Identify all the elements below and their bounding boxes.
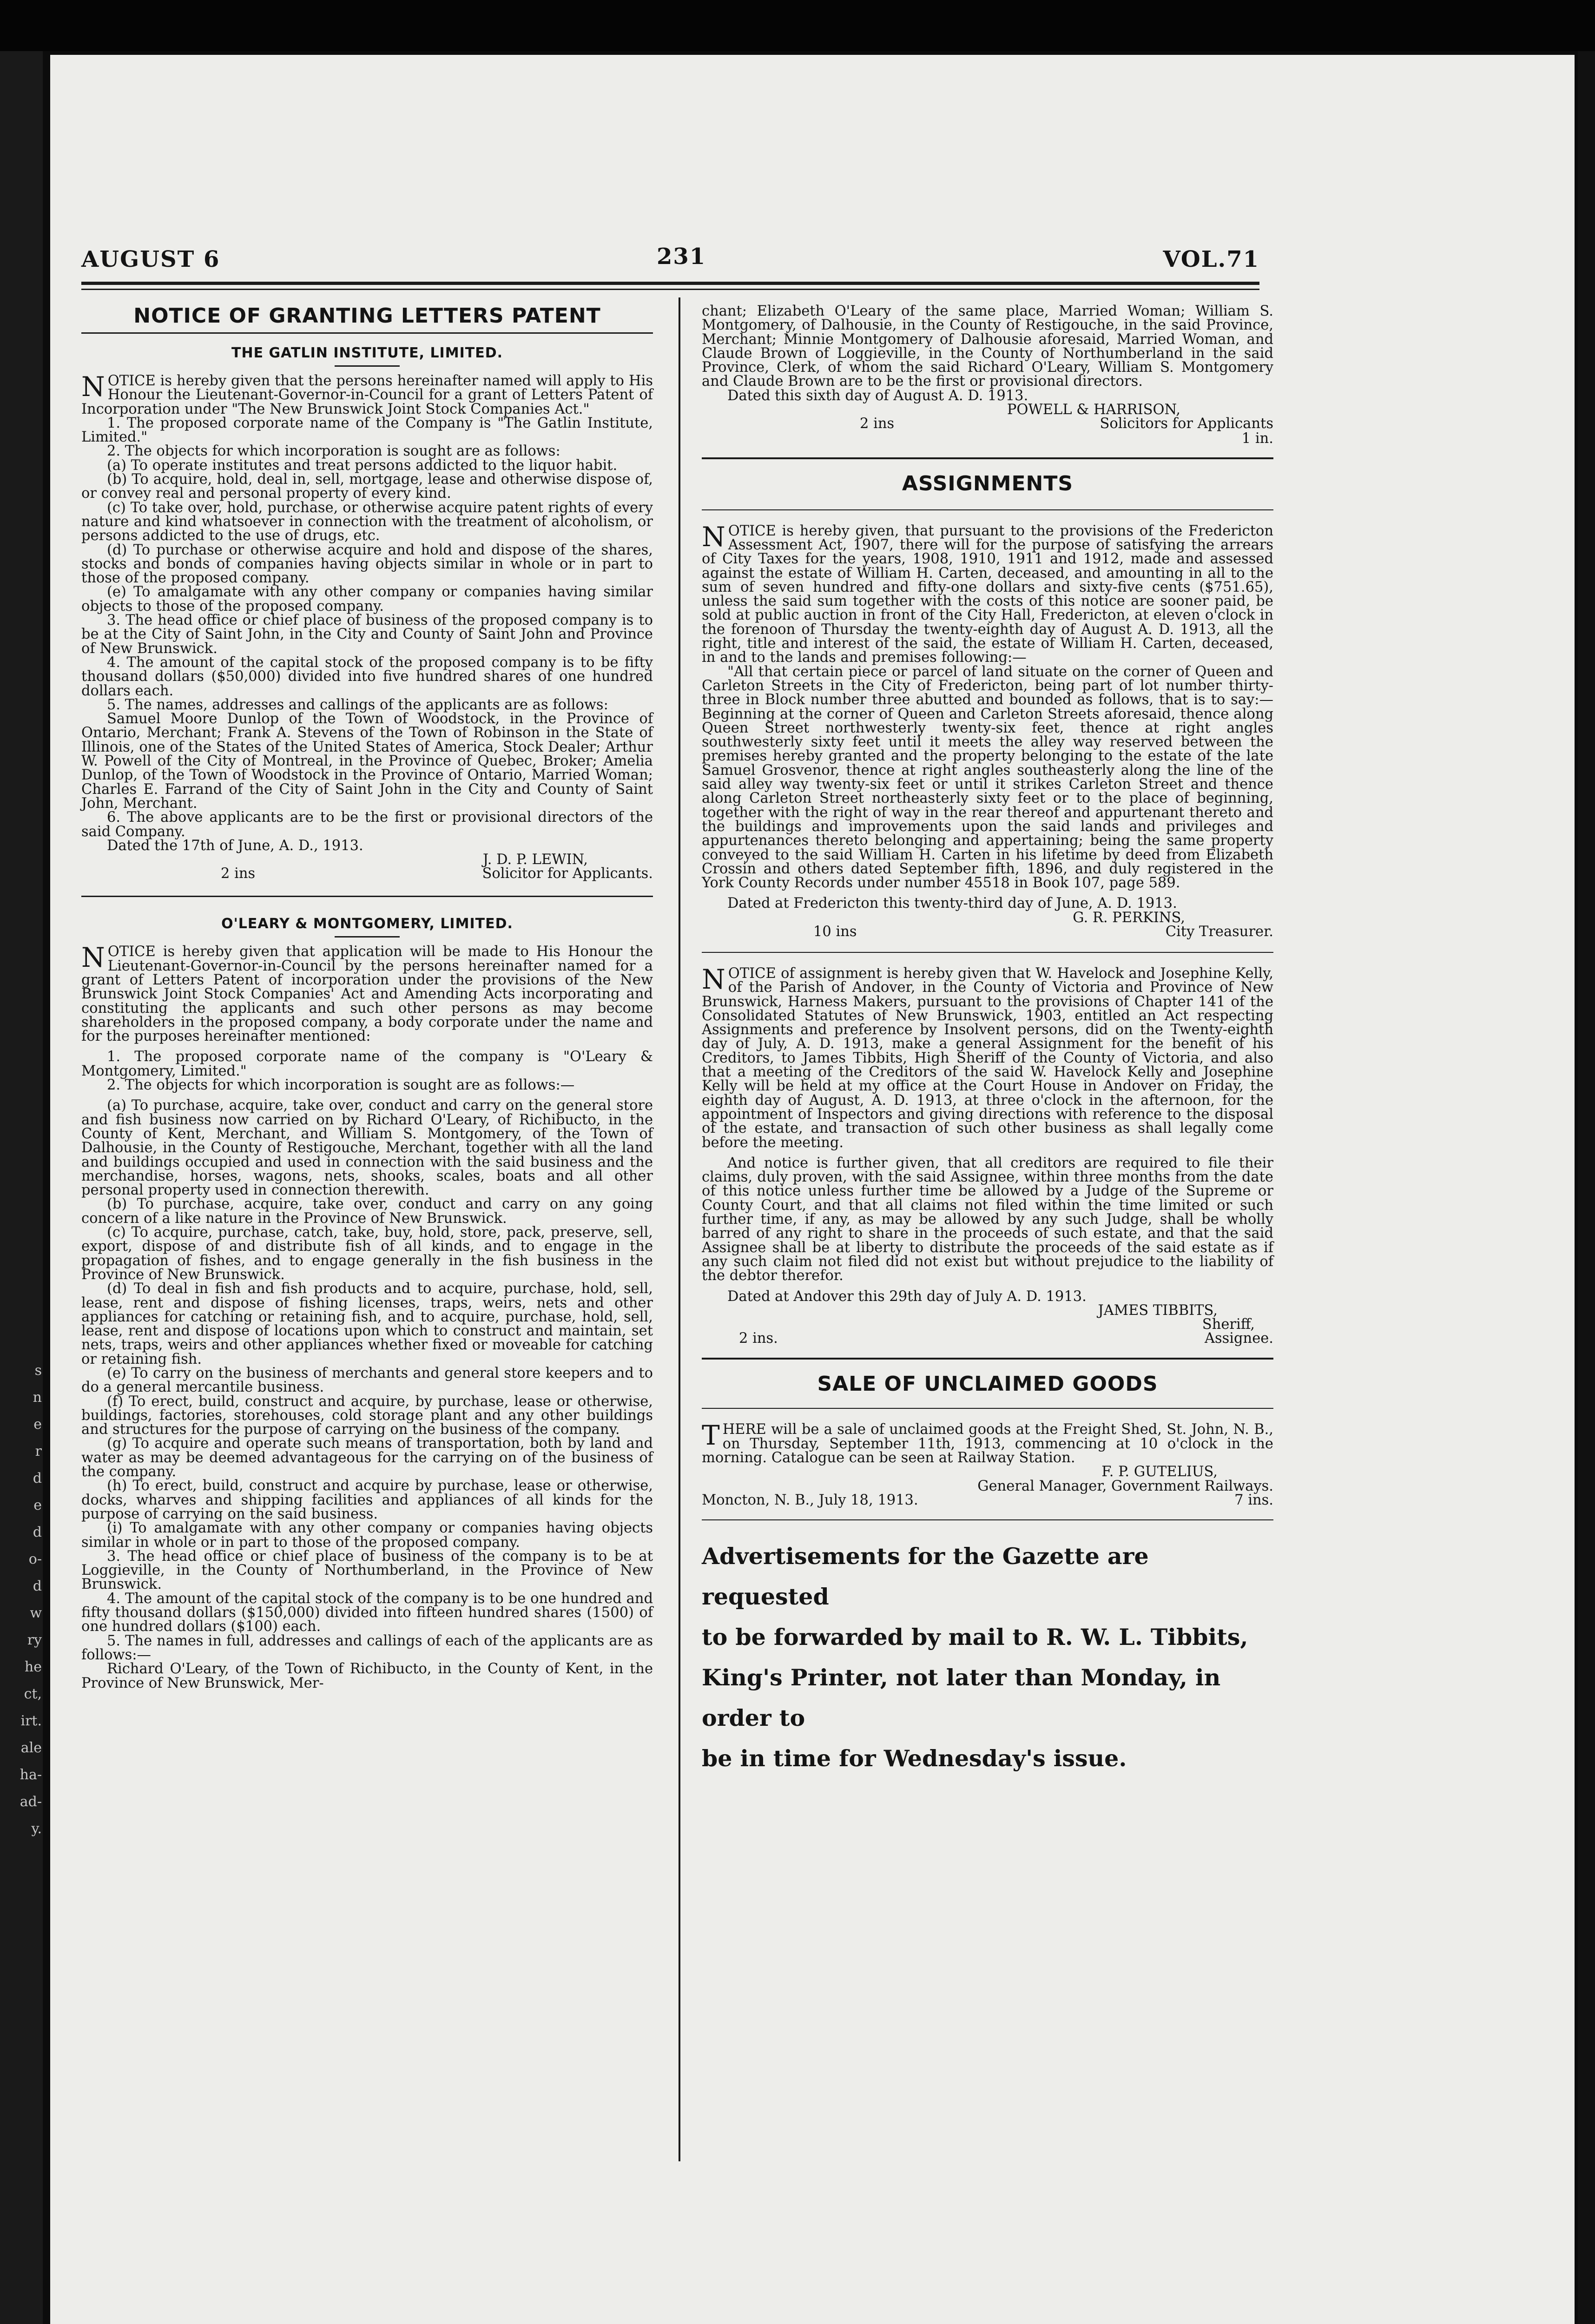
gatlin-item-2c: (c) To take over, hold, purchase, or otherwise acquire patent rights of every nature and kind whatsoever in connection with the treatment of alcoholism, or persons addicted to the use of drugs, etc. <box>81 499 653 544</box>
gatlin-item-2: 2. The objects for which incorporation is sought are as follows: <box>107 443 560 460</box>
gatlin-applicants: Samuel Moore Dunlop of the Town of Woodstock, in the Province of Ontario, Merchant; Frank A. Stevens of the Town of Robinson in the State of Illinois, one of the States of the United States of America, Stock Dealer; Arthur W. Powell of the City of Montreal, in the Province of Quebec, Broker; Amelia Dunlop, of the Town of Woodstock in the Province of Ontario, Married Woman; Charles E. Farrand of the City of Saint John in the City and County of Saint John, Merchant. <box>81 711 653 812</box>
margin-fragment: r <box>35 1443 42 1459</box>
oleary-item-4: 4. The amount of the capital stock of the company is to be one hundred and fifty thousand dollars ($150,000) divided into fifteen hundred shares (1500) of one hundred dollars ($100) each. <box>81 1590 653 1635</box>
gatlin-item-4: 4. The amount of the capital stock of the proposed company is to be fifty thousand dollars ($50,000) divided into five hundred shares of one hundred dollars each. <box>81 654 653 699</box>
unclaimed-place-row <box>702 1493 1273 1508</box>
gatlin-item-2d: (d) To purchase or otherwise acquire and hold and dispose of the shares, stocks and bonds of companies having objects similar in whole or in part to those of the proposed company. <box>81 541 653 587</box>
gatlin-item-1: 1. The proposed corporate name of the Company is "The Gatlin Institute, Limited." <box>81 415 653 446</box>
unclaimed-title: SALE OF UNCLAIMED GOODS <box>817 1372 1158 1396</box>
section-rule <box>702 952 1273 953</box>
oleary-item-2c: (c) To acquire, purchase, catch, take, buy, hold, store, pack, preserve, sell, export, dispose of and distribute fish of all kinds, and to engage in the propagation of fishes, and to engage generally in the fish business in the Province of New Brunswick. <box>81 1224 653 1283</box>
oleary-item-2d: (d) To deal in fish and fish products and to acquire, purchase, hold, sell, lease, rent and dispose of fishing licenses, traps, weirs, nets and other appliances for catching or retaining fish, and to acquire, purchase, hold, sell, lease, rent and dispose of locations upon which to construct and maintain, set nets, traps, weirs and other appliances whether fixed or moveable for catching or retaining fish. <box>81 1281 653 1367</box>
unclaimed-notice: THERE will be a sale of unclaimed goods at the Freight Shed, St. John, N. B., on Thursday, September 11th, 1913, commencing at 10 o'clock in the morning. Catalogue can be seen at Railway Station. <box>702 1419 1273 1466</box>
right-column <box>702 304 1273 1779</box>
margin-fragment: ry <box>27 1632 42 1648</box>
carten-ins: 10 ins <box>813 923 857 940</box>
volume-number: VOL.71 <box>1163 246 1259 272</box>
oleary-heading: O'LEARY & MONTGOMERY, LIMITED. <box>221 916 513 932</box>
margin-fragment: d <box>33 1470 42 1486</box>
gatlin-item-2a: (a) To operate institutes and treat persons addicted to the liquor habit. <box>107 457 618 474</box>
oleary-applicants-continued: chant; Elizabeth O'Leary of the same place, Married Woman; William S. Montgomery, of Dalhousie, in the County of Restigouche, in the said Province, Merchant; Minnie Montgomery of Dalhousie aforesaid, Married Woman, and Claude Brown of Loggieville, in the County of Northumberland in the said Province, Clerk, of whom the said Richard O'Leary, William S. Montgomery and Claude Brown are to be the first or provisional directors. <box>702 303 1273 390</box>
margin-fragment: e <box>33 1416 42 1433</box>
kelly-ins-row <box>702 1332 1273 1347</box>
kelly-role-sheriff: Sheriff, <box>1202 1316 1255 1333</box>
oleary-item-2a: (a) To purchase, acquire, take over, conduct and carry on the general store and fish business now carried on by Richard O'Leary, of Richibucto, in the County of Kent, Merchant, and William S. Montgomery, of the Town of Dalhousie, in the County of Restigouche, Merchant, together with all the land and buildings occupied and used in connection with the said business and the merchandise, horses, wagons, nets, shooks, scales, boats and all other personal property used in connection therewith. <box>81 1097 653 1199</box>
gatlin-item-6: 6. The above applicants are to be the first or provisional directors of the said Company. <box>81 809 653 840</box>
margin-fragment: d <box>33 1524 42 1540</box>
kelly-notice-2: And notice is further given, that all creditors are required to file their claims, duly proven, with the said Assignee, within three months from the date of this notice unless further time be allowed by a Judge of the Supreme or County Court, and that all claims not filed within the time limited or such further time, if any, as may be allowed by any such Judge, shall be wholly barred of any right to share in the proceeds of such estate, and that the said Assignee shall be at liberty to distribute the proceeds of the said estate as if any such claim not filed did not exist but without prejudice to the liability of the debtor therefor. <box>702 1155 1273 1284</box>
gazette-advert <box>702 1536 1273 1779</box>
heading-rule <box>335 365 400 367</box>
carten-signer: G. R. PERKINS, <box>1073 909 1185 926</box>
page-header <box>81 242 1259 274</box>
kelly-signer: JAMES TIBBITS, <box>1098 1302 1218 1319</box>
margin-fragment: d <box>33 1578 42 1594</box>
header-rule-thin <box>81 289 1259 290</box>
section-rule <box>702 1519 1273 1520</box>
scan-frame-right <box>1578 51 1595 2324</box>
carten-role: City Treasurer. <box>1165 923 1273 940</box>
section-rule <box>81 896 653 897</box>
oleary-ins: 2 ins <box>860 416 895 432</box>
oleary-ins-row <box>702 417 1273 432</box>
advert-line-1: Advertisements for the Gazette are requested <box>702 1542 1149 1610</box>
carten-dated: Dated at Fredericton this twenty-third day of June, A. D. 1913. <box>727 895 1177 912</box>
margin-fragment: ad- <box>20 1794 42 1810</box>
section-rule <box>702 457 1273 459</box>
gatlin-ins-row <box>81 867 653 882</box>
gatlin-signer: J. D. P. LEWIN, <box>482 852 588 868</box>
margin-fragment: ct, <box>24 1686 42 1702</box>
carten-ins-row <box>702 925 1273 940</box>
margin-fragment: n <box>33 1389 42 1406</box>
section-rule <box>702 1358 1273 1360</box>
advert-line-2: to be forwarded by mail to R. W. L. Tibbits, <box>702 1623 1248 1651</box>
margin-fragment: ale <box>20 1740 42 1756</box>
column-divider <box>679 297 680 2161</box>
oleary-intro: NOTICE is hereby given that application will be made to His Honour the Lieutenant-Governor-in-Council by the persons hereinafter named for a grant of Letters Patent of incorporation under the provisions of the New Brunswick Joint Stock Companies' Act and Amending Acts incorporating and constituting the applicants and such other persons as may become shareholders in the proposed company, a body corporate under the name and for the purposes hereinafter mentioned: <box>81 942 653 1045</box>
title-rule <box>702 1408 1273 1409</box>
oleary-item-5: 5. The names in full, addresses and callings of each of the applicants are as follows:— <box>81 1632 653 1663</box>
unclaimed-role: General Manager, Government Railways. <box>977 1478 1273 1494</box>
margin-fragment: he <box>24 1659 42 1675</box>
margin-fragment: y. <box>31 1821 42 1837</box>
oleary-item-1: 1. The proposed corporate name of the company is "O'Leary & Montgomery, Limited." <box>81 1049 653 1079</box>
unclaimed-signer: F. P. GUTELIUS, <box>1101 1464 1218 1480</box>
gatlin-item-2b: (b) To acquire, hold, deal in, sell, mortgage, lease and otherwise dispose of, or convey real and personal property of every kind. <box>81 471 653 502</box>
title-rule <box>81 332 653 334</box>
margin-fragment: irt. <box>20 1713 42 1729</box>
gatlin-item-5: 5. The names, addresses and callings of the applicants are as follows: <box>107 696 608 713</box>
margin-fragment: s <box>34 1362 42 1379</box>
oleary-item-2i: (i) To amalgamate with any other company or companies having objects similar in whole or in part to those of the proposed company. <box>81 1520 653 1551</box>
oleary-item-2h: (h) To erect, build, construct and acquire by purchase, lease or otherwise, docks, wharves and shipping facilities and appliances of all kinds for the purpose of carrying on the said business. <box>81 1478 653 1522</box>
kelly-notice: NOTICE of assignment is hereby given that W. Havelock and Josephine Kelly, of the Parish of Andover, in the County of Victoria and Province of New Brunswick, Harness Makers, pursuant to the provisions of Chapter 141 of the Consolidated Statutes of New Brunswick, 1903, entitled an Act respecting Assignments and preference by Insolvent persons, did on the Twenty-eighth day of July, A. D. 1913, make a general Assignment for the benefit of his Creditors, to James Tibbits, High Sheriff of the County of Victoria, and also that a meeting of the Creditors of the said W. Havelock Kelly and Josephine Kelly will be held at my office at the Court House in Andover on Friday, the eighth day of August, A. D. 1913, at three o'clock in the afternoon, for the appointment of Inspectors and giving directions with reference to the disposal of the estate, and transaction of such other business as shall legally come before the meeting. <box>702 963 1273 1151</box>
advert-line-3: King's Printer, not later than Monday, in order to <box>702 1664 1221 1731</box>
oleary-item-3: 3. The head office or chief place of business of the company is to be at Loggieville, in the County of Northumberland, in the Province of New Brunswick. <box>81 1548 653 1593</box>
adjacent-page-strip <box>0 51 43 2324</box>
margin-fragment: w <box>30 1605 42 1621</box>
gatlin-heading: THE GATLIN INSTITUTE, LIMITED. <box>231 345 503 361</box>
oleary-role: Solicitors for Applicants <box>1100 416 1273 432</box>
oleary-item-2g: (g) To acquire and operate such means of transportation, both by land and water as may be deemed advantageous for the carrying on of the business of the company. <box>81 1435 653 1480</box>
oleary-dated: Dated this sixth day of August A. D. 1913. <box>727 387 1028 404</box>
header-rule-thick <box>81 282 1259 285</box>
title-rule <box>702 509 1273 510</box>
oleary-signer: POWELL & HARRISON, <box>1007 402 1180 418</box>
gatlin-role: Solicitor for Applicants. <box>482 865 653 882</box>
unclaimed-ins: 7 ins. <box>1234 1492 1273 1508</box>
gatlin-item-3: 3. The head office or chief place of business of the proposed company is to be at the City of Saint John, in the City and County of Saint John and Province of New Brunswick. <box>81 612 653 657</box>
margin-fragment: o- <box>28 1551 42 1567</box>
unclaimed-place-date: Moncton, N. B., July 18, 1913. <box>702 1492 918 1508</box>
kelly-ins: 2 ins. <box>739 1330 778 1347</box>
carten-notice: NOTICE is hereby given, that pursuant to the provisions of the Fredericton Assessment Act, 1907, there will for the purpose of satisfying the arrears of City Taxes for the years, 1908, 1910, 1911 and 1912, made and assessed against the estate of William H. Carten, deceased, and amounting in all to the sum of seven hundred and fifty-one dollars and sixty-five cents ($751.65), unless the said sum together with the costs of this notice are sooner paid, be sold at public auction in front of the City Hall, Fredericton, at eleven o'clock in the forenoon of Thursday the twenty-eighth day of August A. D. 1913, all the right, title and interest of the said, the estate of William H. Carten, deceased, in and to the lands and premises following:— <box>702 521 1273 666</box>
gatlin-ins: 2 ins <box>221 865 256 882</box>
oleary-applicants-start: Richard O'Leary, of the Town of Richibucto, in the County of Kent, in the Province of New Brunswick, Mer- <box>81 1661 653 1691</box>
oleary-item-2: 2. The objects for which incorporation is sought are as follows:— <box>107 1077 575 1094</box>
kelly-dated: Dated at Andover this 29th day of July A. D. 1913. <box>727 1288 1087 1305</box>
kelly-role-assignee: Assignee. <box>1204 1330 1273 1347</box>
assignments-title: ASSIGNMENTS <box>902 471 1074 495</box>
issue-date: AUGUST 6 <box>81 246 220 272</box>
heading-rule <box>335 936 400 938</box>
oleary-item-2b: (b) To purchase, acquire, take over, conduct and carry on any going concern of a like nature in the Province of New Brunswick. <box>81 1196 653 1227</box>
carten-land-description: "All that certain piece or parcel of land situate on the corner of Queen and Carleton Streets in the City of Fredericton, being part of lot number thirty-three in Block number three abutted and bounded as follows, that is to say:— Beginning at the corner of Queen and Carleton Streets aforesaid, thence along Queen Street northwesterly twenty-six feet, thence at right angles southwesterly sixty feet until it meets the alley way reserved between the premises hereby granted and the property belonging to the estate of the late Samuel Grosvenor, thence at right angles southeasterly along the line of the said alley way twenty-six feet or until it strikes Carleton Street and thence along Carleton Street northeasterly sixty feet or to the place of beginning, together with the right of way in the rear thereof and appurtenant thereto and the buildings and improvements upon the said lands and privileges and appurtenances thereto belonging and appertaining; being the same property conveyed to the said William H. Carten in his lifetime by deed from Elizabeth Crossin and others dated September fifth, 1896, and duly registered in the York County Records under number 45518 in Book 107, page 589. <box>702 663 1273 891</box>
page-number: 231 <box>657 244 706 270</box>
gatlin-intro: NOTICE is hereby given that the persons hereinafter named will apply to His Honour the Lieutenant-Governor-in-Council for a grant of Letters Patent of Incorporation under "The New Brunswick Joint Stock Companies Act." <box>81 371 653 417</box>
margin-fragment: e <box>33 1497 42 1513</box>
gatlin-item-2e: (e) To amalgamate with any other company or companies having similar objects to those of the proposed company. <box>81 584 653 614</box>
oleary-tag: 1 in. <box>1241 430 1273 447</box>
margin-fragment: ha- <box>20 1767 42 1783</box>
oleary-item-2e: (e) To carry on the business of merchants and general store keepers and to do a general mercantile business. <box>81 1365 653 1396</box>
adjacent-page-fragments <box>0 1357 42 1842</box>
advert-line-4: be in time for Wednesday's issue. <box>702 1744 1127 1772</box>
left-column <box>81 304 653 1690</box>
letters-patent-title: NOTICE OF GRANTING LETTERS PATENT <box>133 304 601 328</box>
gatlin-dated: Dated the 17th of June, A. D., 1913. <box>107 837 363 854</box>
scan-frame-top <box>0 0 1595 51</box>
oleary-item-2f: (f) To erect, build, construct and acquire, by purchase, lease or otherwise, buildings, factories, storehouses, cold storage plant and any other buildings and structures for the purpose of carrying on the business of the company. <box>81 1393 653 1438</box>
